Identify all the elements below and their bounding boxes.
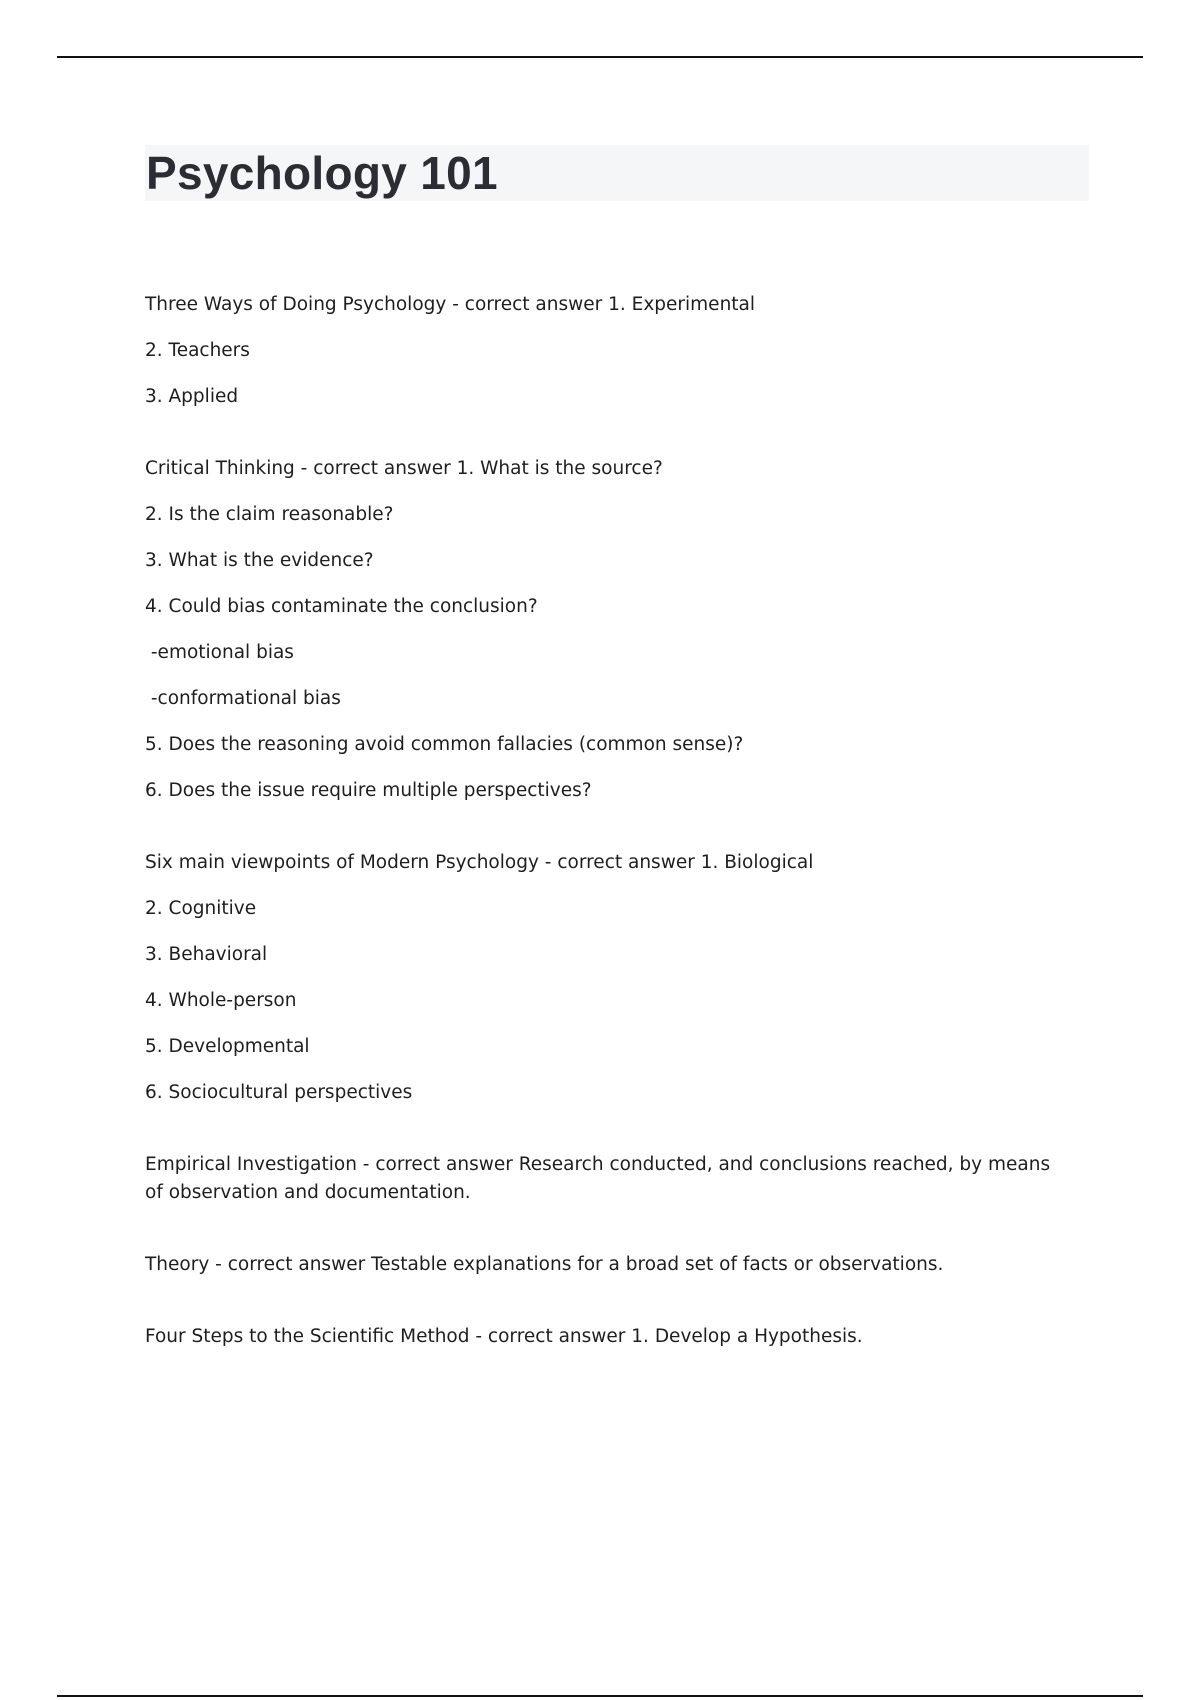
- qa-entry-theory: [145, 1251, 1065, 1279]
- answer-line: 4. Whole-person: [145, 990, 297, 1011]
- answer-line: 2. Cognitive: [145, 898, 257, 919]
- answer-line: 3. Behavioral: [145, 944, 268, 965]
- document-body: [145, 291, 1065, 1395]
- bottom-rule: [57, 1695, 1143, 1697]
- answer-line: -emotional bias: [145, 642, 294, 663]
- answer-line: 3. What is the evidence?: [145, 550, 374, 571]
- qa-entry-empirical-investigation: [145, 1151, 1065, 1207]
- top-rule: [57, 56, 1143, 58]
- answer-line: 6. Does the issue require multiple perspectives?: [145, 780, 592, 801]
- qa-entry-scientific-method: [145, 1323, 1065, 1351]
- question-line: Six main viewpoints of Modern Psychology - correct answer 1. Biological: [145, 852, 814, 873]
- qa-entry-critical-thinking: [145, 455, 1065, 805]
- question-line: Four Steps to the Scientific Method - correct answer 1. Develop a Hypothesis.: [145, 1326, 863, 1347]
- question-line: Empirical Investigation - correct answer Research conducted, and conclusions reached, by means of observation and documentation.: [145, 1154, 1051, 1203]
- answer-line: 2. Is the claim reasonable?: [145, 504, 394, 525]
- qa-entry-three-ways: [145, 291, 1065, 411]
- question-line: Theory - correct answer Testable explanations for a broad set of facts or observations.: [145, 1254, 944, 1275]
- qa-entry-six-viewpoints: [145, 849, 1065, 1107]
- question-line: Three Ways of Doing Psychology - correct answer 1. Experimental: [145, 294, 756, 315]
- answer-line: 4. Could bias contaminate the conclusion?: [145, 596, 538, 617]
- answer-line: -conformational bias: [145, 688, 341, 709]
- answer-line: 6. Sociocultural perspectives: [145, 1082, 413, 1103]
- answer-line: 5. Developmental: [145, 1036, 310, 1057]
- page-title: Psychology 101: [146, 147, 498, 199]
- answer-line: 2. Teachers: [145, 340, 250, 361]
- answer-line: 5. Does the reasoning avoid common fallacies (common sense)?: [145, 734, 744, 755]
- answer-line: 3. Applied: [145, 386, 239, 407]
- question-line: Critical Thinking - correct answer 1. What is the source?: [145, 458, 663, 479]
